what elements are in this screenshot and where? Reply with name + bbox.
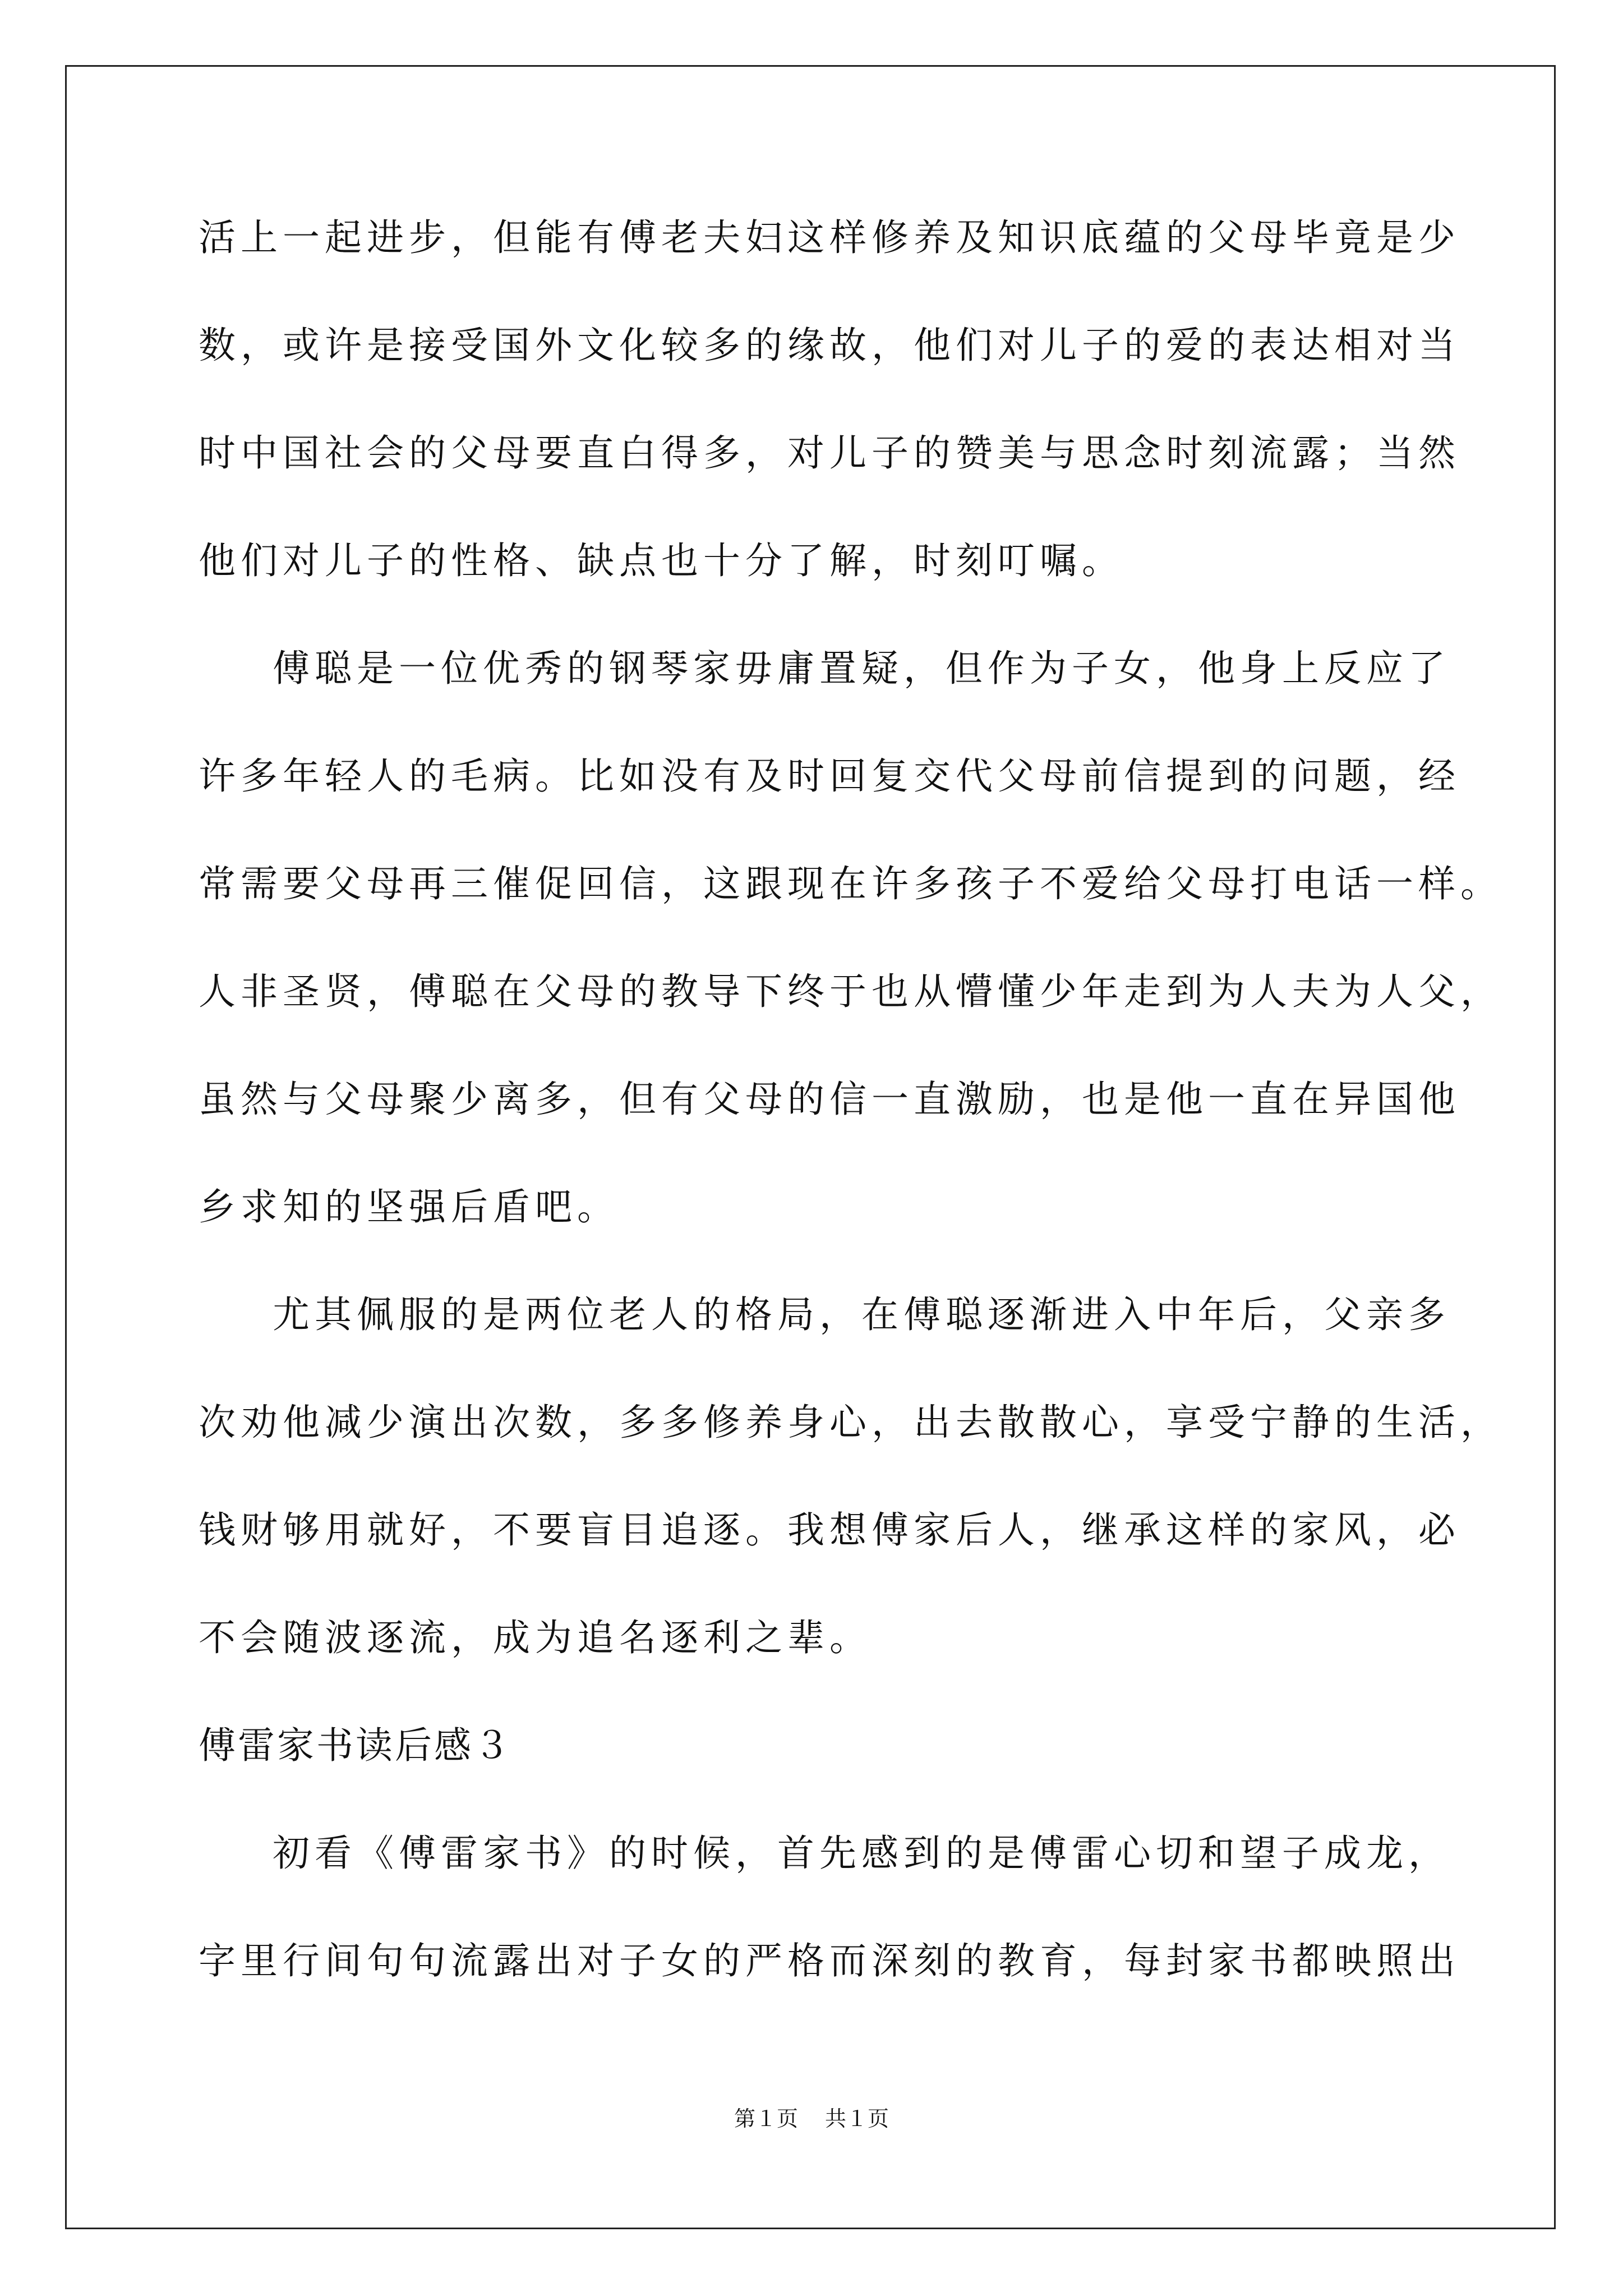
body-line: 时中国社会的父母要直白得多，对儿子的赞美与思念时刻流露；当然 xyxy=(199,431,1460,475)
body-line: 许多年轻人的毛病。比如没有及时回复交代父母前信提到的问题，经 xyxy=(199,754,1460,798)
body-line: 人非圣贤，傅聪在父母的教导下终于也从懵懂少年走到为人夫为人父， xyxy=(199,970,1502,1013)
body-line: 他们对儿子的性格、缺点也十分了解，时刻叮嘱。 xyxy=(199,539,1124,582)
body-line: 数，或许是接受国外文化较多的缘故，他们对儿子的爱的表达相对当 xyxy=(199,324,1460,367)
body-line: 活上一起进步，但能有傅老夫妇这样修养及知识底蕴的父母毕竟是少 xyxy=(199,216,1460,259)
body-line: 乡求知的坚强后盾吧。 xyxy=(199,1185,619,1228)
paragraph-first-line: 初看《傅雷家书》的时候，首先感到的是傅雷心切和望子成龙， xyxy=(273,1832,1450,1875)
paragraph-first-line: 傅聪是一位优秀的钢琴家毋庸置疑，但作为子女，他身上反应了 xyxy=(273,647,1450,690)
page-border xyxy=(65,65,1556,2229)
body-line: 次劝他减少演出次数，多多修养身心，出去散散心，享受宁静的生活， xyxy=(199,1401,1502,1444)
page-footer xyxy=(0,2105,1623,2133)
page-number-current: 第１页 xyxy=(734,2106,798,2131)
page-number-total: 共１页 xyxy=(825,2106,889,2131)
body-line: 字里行间句句流露出对子女的严格而深刻的教育，每封家书都映照出 xyxy=(199,1939,1460,1982)
body-line: 常需要父母再三催促回信，这跟现在许多孩子不爱给父母打电话一样。 xyxy=(199,862,1502,905)
body-line: 不会随波逐流，成为追名逐利之辈。 xyxy=(199,1616,872,1659)
body-line: 虽然与父母聚少离多，但有父母的信一直激励，也是他一直在异国他 xyxy=(199,1078,1460,1121)
section-heading: 傅雷家书读后感３ xyxy=(199,1724,513,1767)
paragraph-first-line: 尤其佩服的是两位老人的格局，在傅聪逐渐进入中年后，父亲多 xyxy=(273,1293,1450,1336)
body-line: 钱财够用就好，不要盲目追逐。我想傅家后人，继承这样的家风，必 xyxy=(199,1508,1460,1552)
